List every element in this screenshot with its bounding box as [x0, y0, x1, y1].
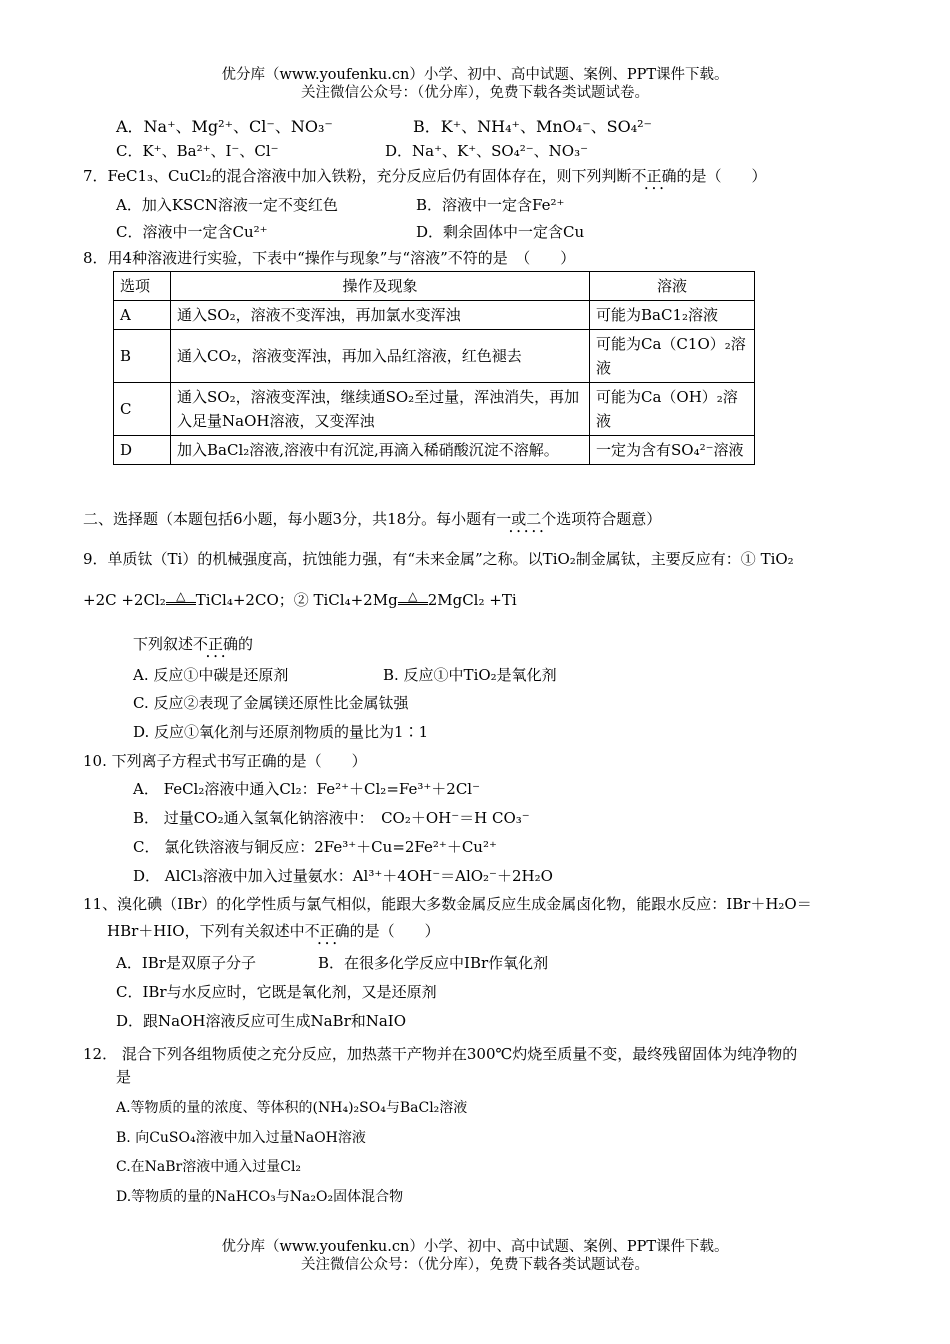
- q7-option-c: C．溶液中一定含Cu²⁺: [116, 223, 268, 241]
- table-row: [114, 301, 755, 330]
- section-2-part-a: 二、选择题（本题包括6小题，每小题3分，共18分。每小题有: [83, 510, 497, 528]
- q8-table: [113, 271, 755, 465]
- q10-option-a: A． FeCl₂溶液中通入Cl₂：Fe²⁺＋Cl₂=Fe³⁺＋2Cl⁻: [133, 780, 481, 798]
- table-row: [114, 330, 755, 383]
- table-cell-solution: 一定为含有SO₄²⁻溶液: [590, 436, 755, 465]
- q7-stem: [83, 166, 767, 186]
- q9-stem2-part-b: 的: [238, 635, 254, 653]
- q12-stem-line-1: 12． 混合下列各组物质使之充分反应，加热蒸干产物并在300℃灼烧至质量不变，最终残留固体为纯净物的: [83, 1045, 798, 1063]
- table-row: [114, 436, 755, 465]
- section-2-heading: [83, 509, 661, 529]
- table-cell-solution: 可能为Ca（C1O）₂溶液: [590, 330, 755, 383]
- q10-option-b: B． 过量CO₂通入氢氧化钠溶液中： CO₂＋OH⁻＝H CO₃⁻: [133, 809, 530, 827]
- q11-stem-line-1: 11、溴化碘（IBr）的化学性质与氯气相似，能跟大多数金属反应生成金属卤化物，能跟水反应：IBr＋H₂O＝: [83, 895, 812, 913]
- q12-option-b: B. 向CuSO₄溶液中加入过量NaOH溶液: [116, 1130, 366, 1146]
- q11-option-d: D．跟NaOH溶液反应可生成NaBr和NaIO: [116, 1012, 407, 1030]
- q11-option-a: A．IBr是双原子分子: [116, 954, 256, 972]
- q9-option-a: A. 反应①中碳是还原剂: [133, 666, 289, 684]
- q7-option-a: A．加入KSCN溶液一定不变红色: [116, 196, 338, 214]
- q9-eq-part-a: +2C +2Cl₂: [83, 591, 166, 609]
- q9-emphasis: 不正确 • • •: [193, 634, 238, 654]
- table-header-row: [114, 272, 755, 301]
- table-cell-operation: 通入SO₂，溶液不变浑浊，再加氯水变浑浊: [171, 301, 590, 330]
- q6-option-c: C．K⁺、Ba²⁺、I⁻、Cl⁻: [116, 142, 279, 160]
- q6-option-d: D．Na⁺、K⁺、SO₄²⁻、NO₃⁻: [385, 142, 589, 160]
- q7-option-b: B．溶液中一定含Fe²⁺: [416, 196, 565, 214]
- section-2-emphasis: 一或二个 • • •: [496, 509, 556, 529]
- q12-option-d: D.等物质的量的NaHCO₃与Na₂O₂固体混合物: [116, 1189, 404, 1205]
- q9-eq-part-b: TiCl₄+2CO；② TiCl₄+2Mg: [195, 591, 398, 609]
- q9-stem-line-1: 9．单质钛（Ti）的机械强度高，抗蚀能力强，有“未来金属”之称。以TiO₂制金属钛，主要反应有：① TiO₂: [83, 550, 794, 568]
- q11-emphasis: 不正确 • • •: [305, 921, 350, 941]
- table-cell-operation: 通入CO₂，溶液变浑浊，再加入品红溶液，红色褪去: [171, 330, 590, 383]
- header-line-1: 优分库（www.youfenku.cn）小学、初中、高中试题、案例、PPT课件下载。: [221, 67, 729, 83]
- q10-option-d: D． AlCl₃溶液中加入过量氨水：Al³⁺＋4OH⁻＝AlO₂⁻＋2H₂O: [133, 867, 553, 885]
- q9-stem2-part-a: 下列叙述: [133, 635, 194, 653]
- q7-stem-part-b: 的是（ ）: [676, 167, 767, 185]
- q9-option-c: C. 反应②表现了金属镁还原性比金属钛强: [133, 694, 409, 712]
- section-2-part-b: 选项符合题意）: [556, 510, 662, 528]
- table-header-operation: 操作及现象: [171, 272, 590, 301]
- q12-option-c: C.在NaBr溶液中通入过量Cl₂: [116, 1159, 302, 1175]
- q11-option-c: C．IBr与水反应时，它既是氧化剂，又是还原剂: [116, 983, 437, 1001]
- q10-stem: 10. 下列离子方程式书写正确的是（ ）: [83, 752, 367, 770]
- heat-symbol: △: [166, 590, 196, 605]
- q9-option-b: B. 反应①中TiO₂是氧化剂: [383, 666, 557, 684]
- q12-option-a: A.等物质的量的浓度、等体积的(NH₄)₂SO₄与BaCl₂溶液: [116, 1100, 468, 1116]
- heat-symbol: △: [398, 590, 428, 605]
- q7-option-d: D．剩余固体中一定含Cu: [416, 223, 585, 241]
- q9-equation-line: [83, 590, 517, 610]
- q9-option-d: D. 反应①氧化剂与还原剂物质的量比为1∶1: [133, 723, 429, 741]
- q10-option-c: C． 氯化铁溶液与铜反应：2Fe³⁺＋Cu=2Fe²⁺＋Cu²⁺: [133, 838, 497, 856]
- q11-stem-line-2: [107, 921, 440, 941]
- q9-stem-line-2: [133, 634, 253, 654]
- table-cell-label: D: [114, 436, 171, 465]
- q9-eq-part-c: 2MgCl₂ +Ti: [427, 591, 517, 609]
- q7-emphasis: 不正确 • • •: [631, 166, 676, 186]
- header-line-2: 关注微信公众号：（优分库），免费下载各类试题试卷。: [301, 85, 649, 101]
- q6-option-a: A．Na⁺、Mg²⁺、Cl⁻、NO₃⁻: [116, 117, 333, 136]
- q11-stem2-part-b: 的是（ ）: [349, 922, 440, 940]
- q11-stem2-part-a: HBr＋HIO，下列有关叙述中: [107, 922, 305, 940]
- q12-stem-line-2: 是: [116, 1068, 132, 1086]
- footer-line-2: 关注微信公众号：（优分库），免费下载各类试题试卷。: [301, 1257, 649, 1273]
- table-cell-label: C: [114, 383, 171, 436]
- table-cell-operation: 通入SO₂，溶液变浑浊，继续通SO₂至过量，浑浊消失，再加入足量NaOH溶液，又变浑浊: [171, 383, 590, 436]
- footer-line-1: 优分库（www.youfenku.cn）小学、初中、高中试题、案例、PPT课件下载。: [221, 1239, 729, 1255]
- table-cell-label: A: [114, 301, 171, 330]
- table-cell-operation: 加入BaCl₂溶液,溶液中有沉淀,再滴入稀硝酸沉淀不溶解。: [171, 436, 590, 465]
- table-header-solution: 溶液: [590, 272, 755, 301]
- table-cell-label: B: [114, 330, 171, 383]
- q8-stem: 8．用4种溶液进行实验，下表中“操作与现象”与“溶液”不符的是 （ ）: [83, 249, 576, 267]
- q11-option-b: B．在很多化学反应中IBr作氧化剂: [318, 954, 549, 972]
- table-cell-solution: 可能为Ca（OH）₂溶液: [590, 383, 755, 436]
- table-cell-solution: 可能为BaC1₂溶液: [590, 301, 755, 330]
- table-header-option: 选项: [114, 272, 171, 301]
- q6-option-b: B．K⁺、NH₄⁺、MnO₄⁻、SO₄²⁻: [413, 117, 652, 136]
- q7-stem-part-a: 7．FeC1₃、CuCl₂的混合溶液中加入铁粉，充分反应后仍有固体存在，则下列判断: [83, 167, 632, 185]
- table-row: [114, 383, 755, 436]
